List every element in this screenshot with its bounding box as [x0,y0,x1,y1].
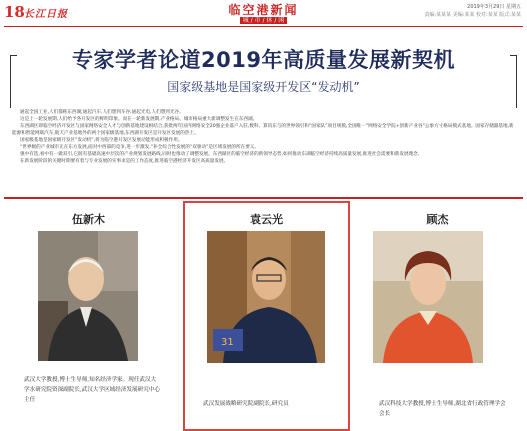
profile-card-yuan [183,201,350,431]
body-paragraph: “世界级的产业城市正在东方发展,面对中西部的竞争,进一步激发,“补全综合性发展的“双驱动”是区域发展的所在要义。 [20,145,259,151]
section-title: 临空港新闻 [228,3,299,17]
body-paragraph: 东西湖区即临空经济开发区与国家网络安全人才与创新基地建设相结合,获批两年国内网络安全20强企业落户入驻,数科、算讯东与的世界领引和“国家队”项目规模,全国唯一“网络安全学院+创新产业谷”公象方寸格局模式基地。国家存储器基地,新能源和智能网联汽车,航天产业基地外的两个国家级基地,东西湖开发区是开发区发展的热土。 [12,124,514,136]
body-paragraph: 在新发展阶段的关键时期要有着与专业发展的实事求是的工作态度,推进临空港经济开发区高质量发展。 [20,159,229,165]
subhead: 国家级基地是国家级开发区“发动机” [167,80,360,94]
profile-name: 袁云光 [250,213,283,226]
section-tag-label: 城 / 市 / 休 / 闲 [240,17,288,24]
profile-card-wu [6,203,171,429]
profile-card-gu [355,203,520,429]
body-paragraph: 强中有选,看中有一做双引,它既有基础高速中层次的产业规划发展路线,同时也推动了调整发展。东西湖区的临空经济的新领导态势,如何推动东湖临空经济持续高质量发展,推进社会需要和新发展理念, [20,152,420,158]
dateline: 2019年3月29日 星期五 [467,4,521,10]
portrait-photo [38,231,138,361]
section-divider [4,197,523,199]
masthead-rule [4,26,523,27]
profile-name: 顾杰 [426,213,449,226]
portrait-illustration [373,231,483,363]
body-paragraph: 这是上一轮发展期,人们给予各开发区的鲜明印象。而在一轮新发展期,产业格局、城市格局重大新调整发生在东西湖。 [20,117,258,123]
portrait-photo [207,231,325,363]
portrait-illustration [207,231,325,363]
portrait-photo [373,231,483,363]
portrait-illustration [38,231,138,361]
profile-caption: 武汉发展战略研究院副院长,研究员 [203,401,289,407]
headline: 专家学者论道2019年高质量发展新契机 [72,48,455,72]
masthead [0,0,527,26]
article-body [12,110,515,167]
editor-credits: 责编:某某某 美编:某某 校对:某某 版式:某某 [424,12,521,18]
body-paragraph: 通起全国工业,人们都称东西湖;通起汽车,人们想到车谷;通起光电,人们想到光谷。 [20,110,184,115]
body-paragraph: 国家级基地是国家级开发区“发动机”,将为临空港开发区发展动能形成积极作用。 [20,137,183,143]
profile-caption: 武汉科技大学教授,博士生导师,湖北省行政管理学会会长 [379,401,506,417]
paper-name: 长江日报 [24,9,68,20]
profile-name: 伍新木 [72,213,105,226]
svg-text:31: 31 [221,337,234,348]
profile-caption: 武汉大学教授,博士生导师,知名经济学家。现任武汉大学水研究院资深副院长,武汉大学区域经济发展研究中心主任 [24,377,161,403]
page-number: 18 [4,3,25,21]
